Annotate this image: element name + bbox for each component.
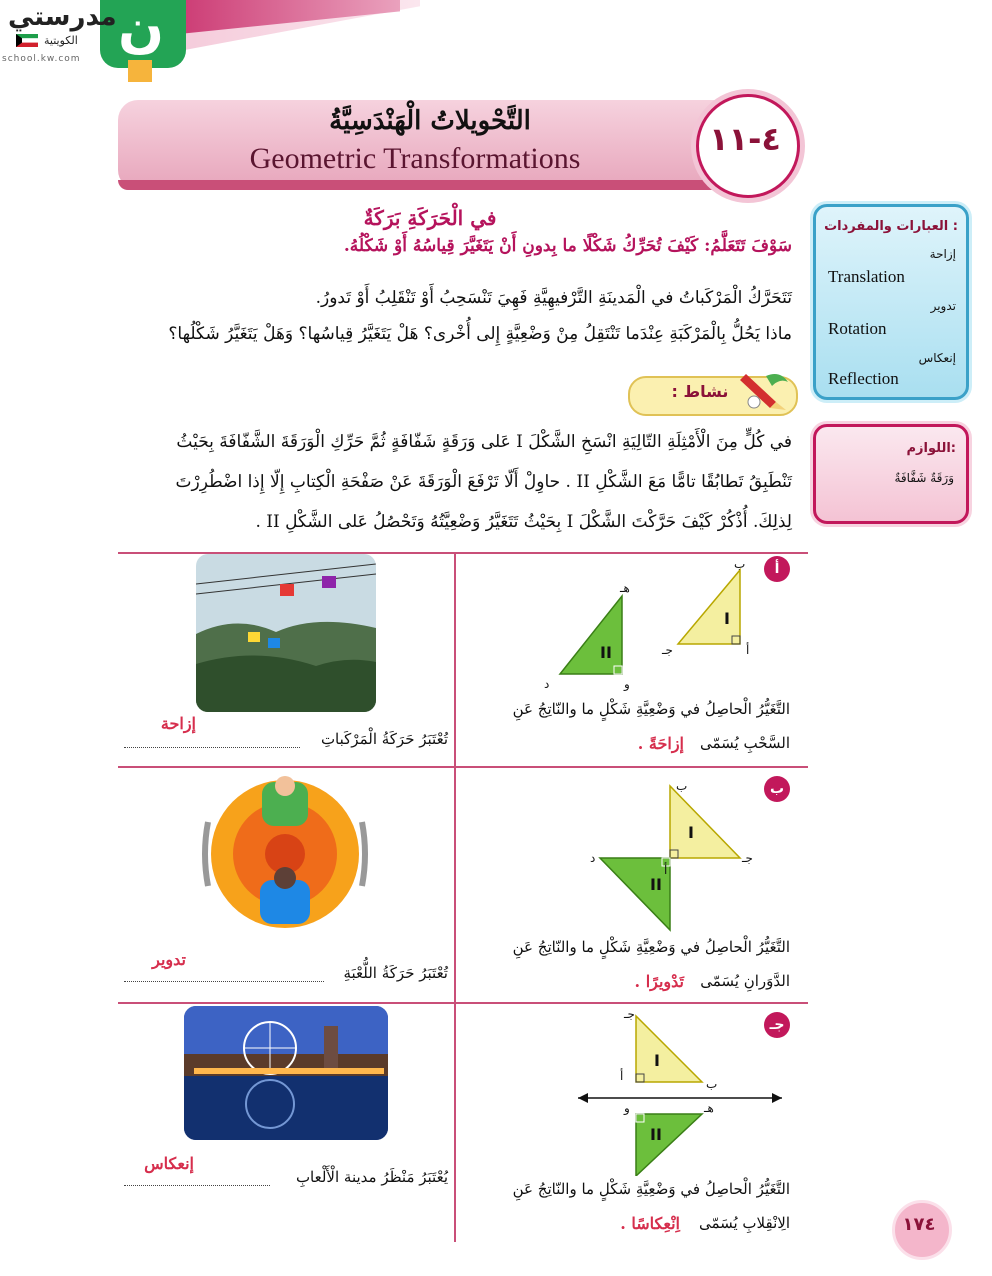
vertex-label: ب (676, 779, 688, 793)
definition-line: الِانْقِلابِ يُسَمّى (698, 1214, 790, 1232)
spinning-ride-photo (202, 772, 368, 936)
question-text: يُعْتَبَرُ مَنْظَرُ مدينة الْأَلْعابِ (295, 1168, 448, 1186)
materials-panel (813, 424, 969, 524)
vocabulary-title: العبارات والمفردات : (824, 219, 958, 234)
vertex-label: جـ (624, 1008, 635, 1021)
vocab-term-en: Translation (828, 267, 905, 286)
logo-letter: ن (118, 0, 165, 59)
brand-subtitle: الكويتية (44, 34, 78, 47)
vertex-label: جـ (742, 851, 753, 865)
definition-answer: اِنْعِكاسًا . (620, 1214, 680, 1233)
cable-car-photo (196, 554, 376, 712)
shape-label-II: II (650, 1125, 662, 1144)
intro-paragraph-2: ماذا يَحُلُّ بِالْمَرْكَبَةِ عِنْدَما تَنْتَقِلُ مِنْ وَضْعِيَّةٍ إِلى أُخْرى؟ هَلْ يَتَغَيَّرُ قِياسُها؟ وَهَلْ يَتَغَيَّرُ شَكْلُها؟ (168, 324, 792, 344)
definition-answer: إزاحَةً . (637, 734, 684, 753)
grid-column-divider (454, 552, 456, 1242)
example-marker-a: أ (764, 556, 790, 582)
rotation-diagram (590, 776, 770, 936)
logo-bookmark (128, 60, 152, 82)
brand-name: مدرستي (8, 2, 117, 32)
answer-handwritten: إنعكاس (144, 1154, 194, 1173)
definition-line: التَّغَيُّرُ الْحاصِلُ في وَضْعِيَّةِ شَكْلٍ ما والنّاتِجُ عَنِ (512, 700, 790, 718)
learning-objective: سَوْفَ تَتَعَلَّمُ: كَيْفَ تُحَرِّكُ شَكْلًا ما بِدونِ أَنْ يَتَغَيَّرَ قِياسُهُ أَوْ شَكْلُهُ. (343, 236, 792, 256)
vertex-label: جـ (662, 643, 673, 657)
definition-line: الدَّوَرانِ يُسَمّى (700, 972, 790, 990)
activity-line-3: لِذلِكَ. أُذْكُرْ كَيْفَ حَرَّكْتَ الشَّكْلَ I بِحَيْثُ تَتَغَيَّرُ وَضْعِيَّتُهُ وَتَحْصُلُ عَلى الشَّكْلِ II . (255, 512, 792, 532)
materials-item: وَرَقَةٌ شَفَّافَةٌ (894, 471, 954, 485)
answer-handwritten: إزاحة (160, 714, 196, 733)
definition-line: السَّحْبِ يُسَمّى (699, 734, 790, 752)
shape-label-I: I (654, 1051, 660, 1070)
shape-label-I: I (724, 609, 730, 628)
question-text: تُعْتَبَرُ حَرَكَةُ الْمَرْكَباتِ (320, 730, 448, 748)
reflection-diagram (570, 1008, 790, 1176)
vertex-label: د (544, 677, 550, 691)
definition-answer: تَدْويرًا . (634, 972, 684, 991)
shape-label-II: II (650, 875, 662, 894)
vertex-label: ب (706, 1077, 718, 1091)
page-number: ١٧٤ (902, 1214, 936, 1235)
definition-line: التَّغَيُّرُ الْحاصِلُ في وَضْعِيَّةِ شَكْلٍ ما والنّاتِجُ عَنِ (512, 938, 790, 956)
vocab-term-ar: إزاحة (929, 247, 956, 261)
grid-row-divider (118, 1002, 808, 1004)
shape-label-II: II (600, 643, 612, 662)
grid-row-divider (118, 766, 808, 768)
vertex-label: هـ (704, 1101, 714, 1115)
vocab-term-en: Reflection (828, 369, 899, 388)
intro-paragraph-1: تَتَحَرَّكُ الْمَرْكَباتُ في الْمَدينَةِ التَّرْفيهِيَّةِ فَهِيَ تَنْسَحِبُ أَوْ تَنْقَلِبُ أَوْ تَدورُ. (315, 288, 792, 308)
vocabulary-panel (813, 204, 969, 400)
vertex-label: هـ (620, 581, 630, 595)
vertex-label: و (624, 677, 630, 691)
lesson-title-english: Geometric Transformations (249, 142, 581, 175)
lesson-number: ٤-١١ (709, 120, 781, 158)
vertex-label: ب (734, 562, 746, 571)
lesson-title-arabic: التَّحْويلاتُ الْهَنْدَسِيَّةُ (329, 106, 531, 136)
activity-pencil-icon (736, 368, 792, 414)
vocab-term-ar: إنعكاس (918, 351, 956, 365)
answer-dotted-line (124, 980, 324, 982)
vertex-label: د (590, 851, 596, 865)
materials-title: اللوازم: (906, 441, 956, 456)
answer-handwritten: تدوير (152, 950, 186, 969)
answer-dotted-line (124, 1184, 270, 1186)
definition-line: التَّغَيُّرُ الْحاصِلُ في وَضْعِيَّةِ شَكْلٍ ما والنّاتِجُ عَنِ (512, 1180, 790, 1198)
example-marker-b: ب (764, 776, 790, 802)
vocab-term-ar: تدوير (930, 299, 956, 313)
vertex-label: و (624, 1101, 630, 1115)
vertex-label: أ (620, 1069, 624, 1083)
section-heading: في الْحَرَكَةِ بَرَكَةٌ (363, 206, 497, 230)
example-marker-c: جـ (764, 1012, 790, 1038)
translation-diagram (540, 562, 780, 692)
vocab-term-en: Rotation (828, 319, 887, 338)
activity-line-1: في كُلٍّ مِنَ الْأَمْثِلَةِ التّالِيَةِ انْسَخِ الشَّكْلَ I عَلى وَرَقَةٍ شَفّافَةٍ ثُمَّ حَرِّكِ الْوَرَقَةَ الشَّفّافَةَ بِحَيْثُ (176, 432, 792, 452)
answer-dotted-line (124, 746, 300, 748)
question-text: تُعْتَبَرُ حَرَكَةُ اللُّعْبَةِ (343, 964, 448, 982)
kuwait-flag-icon (16, 34, 38, 47)
lesson-title-banner-shadow (118, 180, 768, 190)
site-url: school.kw.com (2, 54, 81, 64)
activity-line-2: تَنْطَبِقُ تَطابُقًا تامًّا مَعَ الشَّكْلِ II . حاوِلْ أَلّا تَرْفَعَ الْوَرَقَةَ عَنْ صَفْحَةِ الْكِتابِ إِلّا إِذا اضْطُرِرْتَ (175, 472, 792, 492)
activity-label: نشاط : (671, 382, 729, 401)
vertex-label: أ (746, 643, 750, 657)
amusement-city-night-photo (184, 1006, 388, 1140)
shape-label-I: I (688, 823, 694, 842)
vertex-label: أ (664, 863, 668, 877)
